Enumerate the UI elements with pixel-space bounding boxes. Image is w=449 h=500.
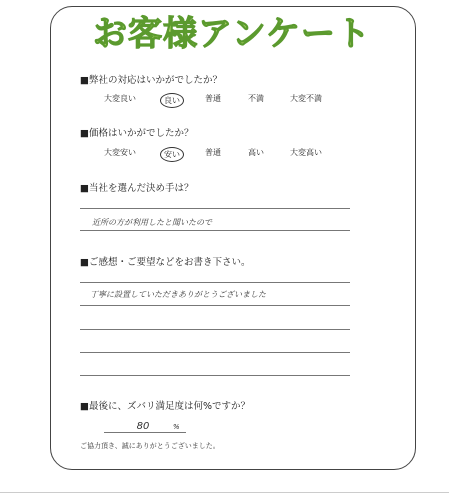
- satisfaction-unit: %: [173, 423, 180, 431]
- page-divider: [0, 492, 449, 493]
- answer-line: [80, 282, 350, 283]
- option-price-very-cheap: 大変安い: [104, 148, 136, 157]
- question-reason: ■当社を選んだ決め手は？: [80, 183, 194, 194]
- answer-line: [80, 230, 350, 231]
- thank-you-note: ご協力頂き、誠にありがとうございました。: [80, 442, 220, 450]
- option-price-normal: 普通: [205, 148, 221, 157]
- question-price: ■価格はいかがでしたか？: [80, 128, 194, 139]
- question-service: ■弊社の対応はいかがでしたか？: [80, 75, 222, 86]
- survey-title: お客様アンケート: [93, 14, 371, 54]
- option-service-unsatisfied: 不満: [248, 94, 264, 103]
- option-price-very-expensive: 大変高い: [290, 148, 322, 157]
- answer-reason: 近所の方が利用したと聞いたので: [92, 218, 212, 227]
- answer-line: [80, 375, 350, 376]
- option-service-very-unsatisfied: 大変不満: [290, 94, 322, 103]
- question-comments: ■ご感想・ご要望などをお書き下さい。: [80, 257, 251, 268]
- answer-comments: 丁寧に設置していただきありがとうございました: [90, 290, 266, 299]
- option-price-cheap-selected: 安い: [160, 147, 184, 162]
- option-service-good-selected: 良い: [160, 93, 184, 108]
- answer-line: [80, 305, 350, 306]
- satisfaction-value: 80: [136, 421, 150, 432]
- answer-line: [80, 208, 350, 209]
- question-satisfaction: ■最後に、ズバリ満足度は何%ですか？: [80, 401, 251, 412]
- satisfaction-line: [104, 432, 186, 433]
- answer-line: [80, 352, 350, 353]
- option-service-normal: 普通: [205, 94, 221, 103]
- option-service-very-good: 大変良い: [104, 94, 136, 103]
- option-price-expensive: 高い: [248, 148, 264, 157]
- answer-line: [80, 329, 350, 330]
